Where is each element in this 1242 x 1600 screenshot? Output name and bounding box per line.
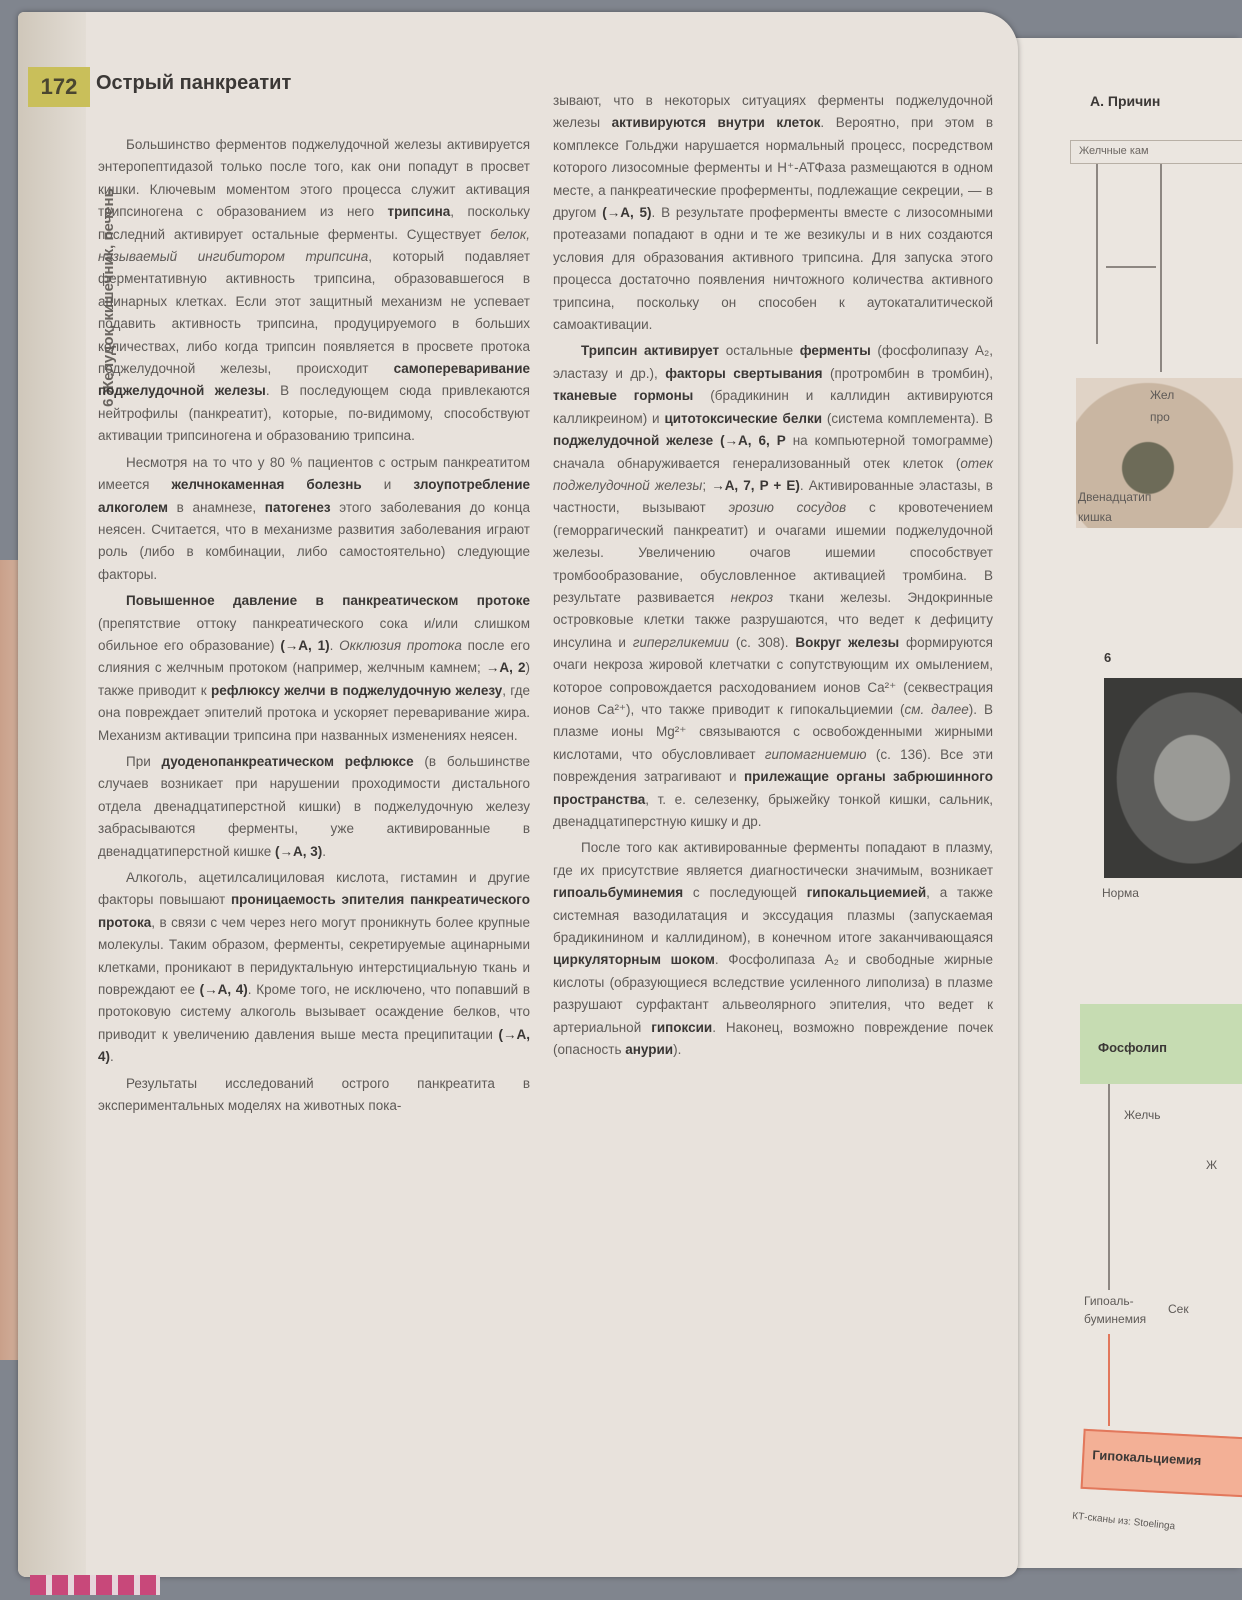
left-page (18, 12, 1018, 1577)
figure-box-hypocalcemia (1081, 1429, 1242, 1499)
paragraph: Трипсин активирует остальные ферменты (фосфолипазу A₂, эластазу и др.), факторы свертывания (протромбин в тромбин), тканевые гормоны (брадикинин и каллидин активируются калликреином) и цитотоксические белки (система комплемента). В поджелудочной железе (→A, 6, P на компьютерной томограмме) сначала обнаруживается генерализованный отек клеток (отек поджелудочной железы; →A, 7, P + E). Активированные эластазы, в частности, вызывают эрозию сосудов с кровотечением (геморрагический панкреатит) и очагами ишемии поджелудочной железы. Увеличению очагов ишемии способствует тромбообразование, обусловленное активацией тромбина. В результате развивается некроз ткани железы. Эндокринные островковые клетки также разрушаются, что ведет к дефициту инсулина и гипергликемии (с. 308). Вокруг железы формируются очаги некроза жировой клетчатки с сопутствующим их омылением, которое сопровождается расходованием ионов Ca²⁺ (секвестрация ионов Ca²⁺), что также приводит к гипокальциемии (см. далее). В плазме ионы Mg²⁺ связываются с освобожденными жирными кислотами, что обусловливает гипомагниемию (с. 136). Все эти повреждения затрагивают и прилежащие органы забрюшинного пространства, т. е. селезенку, брыжейку тонкой кишки, сальник, двенадцатиперстную кишку и др. (553, 343, 994, 829)
paragraph: После того как активированные ферменты попадают в плазму, где их присутствие является диагностически значимым, возникает гипоальбуминемия с последующей гипокальциемией, а также системная вазодилатация и экссудация плазмы (запускаемая брадикинином и каллидином), в конечном итоге заканчивающаяся циркуляторным шоком. Фосфолипаза A₂ и свободные жирные кислоты (образующиеся вследствие усиленного липолиза) в плазме разрушают сурфактант альвеолярного эпителия, что ведет к артериальной гипоксии. Наконец, возможно повреждение почек (опасность анурии). (553, 840, 994, 1058)
figure-label: про (1150, 410, 1170, 424)
paragraph: При дуоденопанкреатическом рефлюксе (в большинстве случаев возникает при нарушении проходимости дистального отдела двенадцатиперстной кишки) в поджелудочную железу забрасываются ферменты, уже активированные в двенадцатиперстной кишке (→A, 3). (98, 753, 530, 859)
figure-arrow-line (1108, 1334, 1110, 1426)
paragraph: Повышенное давление в панкреатическом протоке (препятствие оттоку панкреатического сока и/или слишком обильное его образование) (→A, 1). Окклюзия протока после его слияния с желчным протоком (например, желчным камнем; →A, 2) также приводит к рефлюксу желчи в поджелудочную железу, где она повреждает эпителий протока и ускоряет переваривание жира. Механизм активации трипсина при названных изменениях неясен. (98, 593, 530, 743)
figure-box-text: Гипокальциемия (1091, 1447, 1202, 1468)
figure-arrow-line (1096, 164, 1098, 344)
figure-label: Сек (1168, 1302, 1189, 1316)
figure-heading: А. Причин (1090, 93, 1161, 109)
figure-number: 6 (1104, 650, 1112, 665)
figure-label: Жел (1150, 388, 1175, 402)
figure-label: кишка (1078, 510, 1112, 524)
figure-box-phospholipase (1080, 1004, 1242, 1084)
right-page (1010, 38, 1242, 1568)
figure-label: Гипоаль- (1084, 1294, 1134, 1308)
chapter-text: 6 Желудок, кишечник, печень (99, 187, 117, 407)
bottom-edge-strip (30, 1575, 160, 1595)
paragraph: Результаты исследований острого панкреатита в экспериментальных моделях на животных пока- (98, 1075, 530, 1114)
figure-label: Двенадцатип (1078, 490, 1152, 504)
paragraph: Большинство ферментов поджелудочной железы активируется энтеропептидазой только после того, как они попадут в просвет кишки. Ключевым моментом этого процесса служит активация трипсиногена с образованием из него трипсина, поскольку последний активирует остальные ферменты. Существует белок, называемый ингибитором трипсина, который подавляет ферментативную активность трипсина, образовавшегося в ацинарных клетках. Если этот защитный механизм не успевает подавить активность трипсина, продуцируемого в больших количествах, либо когда трипсин появляется в просвете протока поджелудочной железы, происходит самопереваривание поджелудочной железы. В последующем сюда привлекаются нейтрофилы (панкреатит), которые, по-видимому, способствуют активации трипсиногена и образованию трипсина. (98, 137, 530, 444)
text-column-2 (553, 90, 993, 1065)
page-title: Острый панкреатит (96, 72, 292, 94)
page-margin-band (18, 12, 86, 1577)
text-column-1 (98, 134, 530, 1121)
figure-label: буминемия (1084, 1312, 1147, 1326)
figure-arrow-line (1160, 164, 1162, 372)
figure-box-gallstones: Желчные кам (1070, 140, 1242, 164)
figure-label: Ж (1206, 1158, 1218, 1172)
figure-arrow-line (1108, 1084, 1110, 1290)
ct-scan-image (1104, 678, 1242, 878)
page-number: 172 (28, 67, 90, 107)
paragraph: Несмотря на то что у 80 % пациентов с острым панкреатитом имеется желчнокаменная болезнь и злоупотребление алкоголем в анамнезе, патогенез этого заболевания до конца неясен. Считается, что в механизме развития заболевания играют роль (либо в комбинации, либо самостоятельно) следующие факторы. (98, 454, 531, 582)
figure-footer: КТ-сканы из: Stoelinga (1071, 1510, 1176, 1533)
figure-label: Норма (1102, 886, 1139, 900)
paragraph: зывают, что в некоторых ситуациях ферменты поджелудочной железы активируются внутри клеток. Вероятно, при этом в комплексе Гольджи нарушается нормальный процесс, посредством которого лизосомные ферменты и H⁺-АТФаза размещаются в одном месте, а панкреатические проферменты, подлежащие секреции, — в другом (→A, 5). В результате проферменты вместе с лизосомными протеазами попадают в одни и те же везикулы и в них создаются условия для образования активного трипсина. Для запуска этого процесса достаточно появления ничтожного количества активного трипсина, поскольку он способен к аутокаталитической самоактивации. (553, 93, 993, 333)
figure-arrow-line (1106, 266, 1156, 268)
figure-label: Желчь (1124, 1108, 1161, 1122)
figure-box-text: Фосфолип (1098, 1040, 1168, 1055)
paragraph: Алкоголь, ацетилсалициловая кислота, гистамин и другие факторы повышают проницаемость эпителия панкреатического протока, в связи с чем через него могут проникнуть более крупные молекулы. Таким образом, ферменты, секретируемые ацинарными клетками, проникают в перидуктальную интерстициальную ткань и повреждают ее (→A, 4). Кроме того, не исключено, что попавший в протоковую систему алкоголь вызывает осаждение белков, что приводит к увеличению давления выше места преципитации (→A, 4). (98, 870, 531, 1065)
